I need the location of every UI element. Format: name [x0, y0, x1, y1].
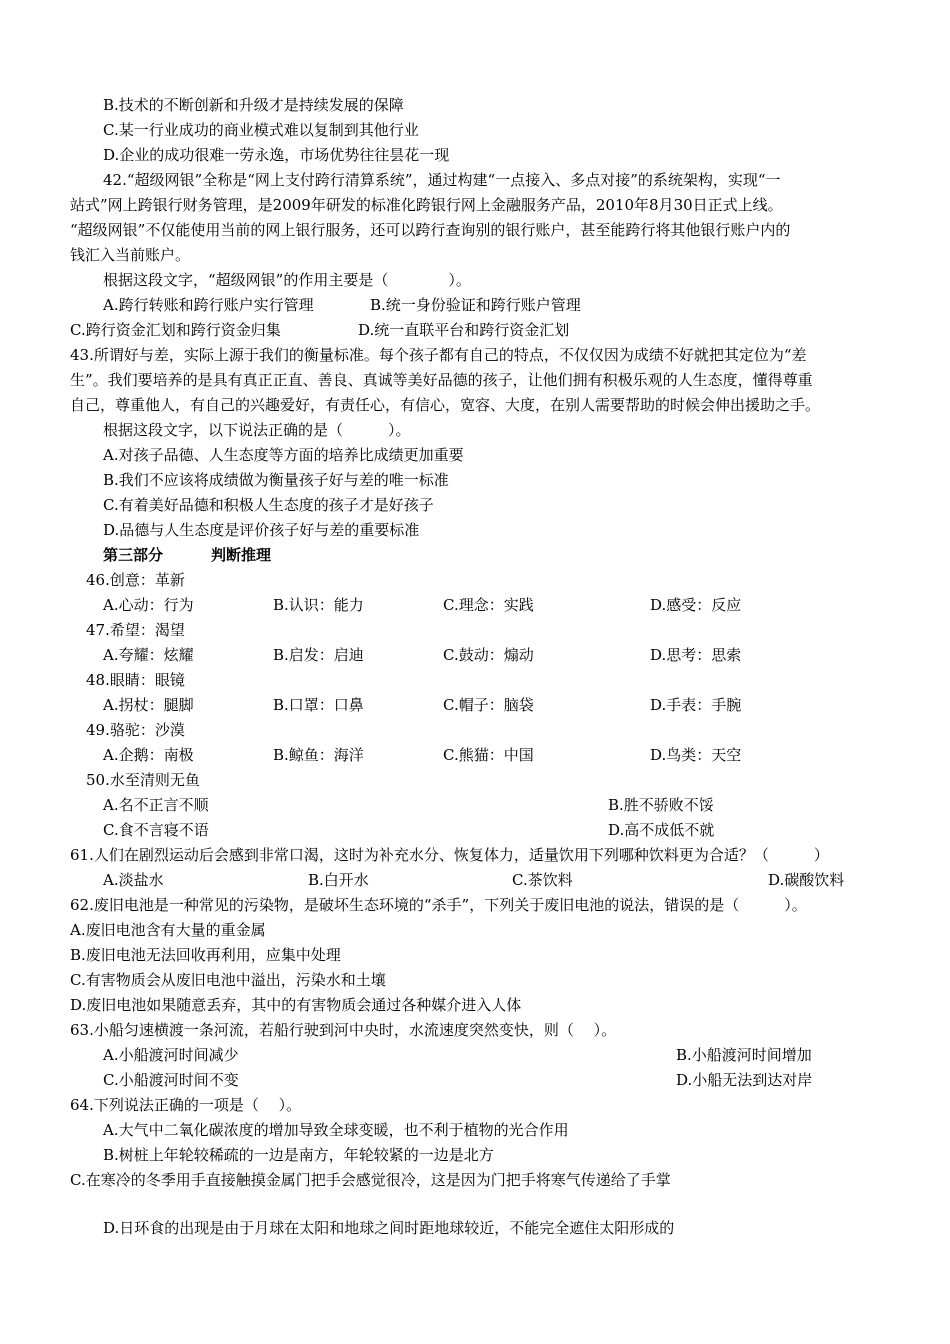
q43-option-c: C.有着美好品德和积极人生态度的孩子才是好孩子 — [103, 496, 434, 514]
q42-option-d: D.统一直联平台和跨行资金汇划 — [358, 321, 570, 339]
q46-option-b: B.认识：能力 — [273, 596, 364, 614]
q62-option-a: A.废旧电池含有大量的重金属 — [70, 921, 266, 939]
q48-stem: 48.眼睛：眼镜 — [86, 671, 185, 689]
q62-option-b: B.废旧电池无法回收再利用，应集中处理 — [70, 946, 341, 964]
q50-stem: 50.水至清则无鱼 — [86, 771, 200, 789]
q43-text-line: 43.所谓好与差，实际上源于我们的衡量标准。每个孩子都有自己的特点，不仅仅因为成绩不好就把其定位为“差 — [70, 346, 807, 364]
q48-option-c: C.帽子：脑袋 — [443, 696, 534, 714]
q43-option-b: B.我们不应该将成绩做为衡量孩子好与差的唯一标准 — [103, 471, 449, 489]
q43-text-line: 自己，尊重他人，有自己的兴趣爱好，有责任心，有信心，宽容、大度，在别人需要帮助的时候会伸出援助之手。 — [70, 396, 821, 414]
q62-option-c: C.有害物质会从废旧电池中溢出，污染水和土壤 — [70, 971, 386, 989]
q49-option-c: C.熊猫：中国 — [443, 746, 534, 764]
q42-option-b: B.统一身份验证和跨行账户管理 — [370, 296, 581, 314]
section-heading — [103, 543, 271, 568]
q63-option-a: A.小船渡河时间减少 — [103, 1046, 239, 1064]
q63-option-d: D.小船无法到达对岸 — [676, 1071, 813, 1089]
q50-option-c: C.食不言寝不语 — [103, 821, 209, 839]
q61-option-c: C.茶饮料 — [512, 871, 573, 889]
q47-option-c: C.鼓动：煽动 — [443, 646, 534, 664]
q43-option-a: A.对孩子品德、人生态度等方面的培养比成绩更加重要 — [103, 446, 464, 464]
q64-stem: 64.下列说法正确的一项是（ ）。 — [70, 1096, 302, 1114]
q42-text-line: 钱汇入当前账户。 — [70, 246, 191, 264]
q64-option-d: D.日环食的出现是由于月球在太阳和地球之间时距地球较近，不能完全遮住太阳形成的 — [103, 1219, 675, 1237]
q41-option-b: B.技术的不断创新和升级才是持续发展的保障 — [103, 96, 404, 114]
q62-stem: 62.废旧电池是一种常见的污染物，是破坏生态环境的“杀手”，下列关于废旧电池的说法，错误的是（ ）。 — [70, 896, 807, 914]
q50-option-b: B.胜不骄败不馁 — [608, 796, 714, 814]
q43-question: 根据这段文字，以下说法正确的是（ ）。 — [103, 421, 411, 439]
q50-option-a: A.名不正言不顺 — [103, 796, 209, 814]
q61-option-d: D.碳酸饮料 — [768, 871, 845, 889]
q61-option-b: B.白开水 — [308, 871, 369, 889]
q49-option-b: B.鲸鱼：海洋 — [273, 746, 364, 764]
q47-option-a: A.夸耀：炫耀 — [103, 646, 194, 664]
q42-text-line: 42.“超级网银”全称是“网上支付跨行清算系统”，通过构建“一点接入、多点对接”的系统架构，实现“一 — [103, 171, 781, 189]
q48-option-a: A.拐杖：腿脚 — [103, 696, 194, 714]
q46-option-a: A.心动：行为 — [103, 596, 194, 614]
q47-option-d: D.思考：思索 — [650, 646, 742, 664]
q49-stem: 49.骆驼：沙漠 — [86, 721, 185, 739]
q46-option-d: D.感受：反应 — [650, 596, 742, 614]
q47-option-b: B.启发：启迪 — [273, 646, 364, 664]
q48-option-d: D.手表：手腕 — [650, 696, 742, 714]
q63-option-c: C.小船渡河时间不变 — [103, 1071, 239, 1089]
q42-text-line: “超级网银”不仅能使用当前的网上银行服务，还可以跨行查询别的银行账户，甚至能跨行将其他银行账户内的 — [70, 221, 791, 239]
q43-text-line: 生”。我们要培养的是具有真正正直、善良、真诚等美好品德的孩子，让他们拥有积极乐观的人生态度，懂得尊重 — [70, 371, 813, 389]
q64-option-c: C.在寒冷的冬季用手直接触摸金属门把手会感觉很冷，这是因为门把手将寒气传递给了手掌 — [70, 1171, 671, 1189]
q47-stem: 47.希望：渴望 — [86, 621, 185, 639]
q61-stem: 61.人们在剧烈运动后会感到非常口渴，这时为补充水分、恢复体力，适量饮用下列哪种饮料更为合适？（ ） — [70, 846, 829, 864]
q64-option-b: B.树桩上年轮较稀疏的一边是南方，年轮较紧的一边是北方 — [103, 1146, 494, 1164]
q61-option-a: A.淡盐水 — [103, 871, 164, 889]
q42-option-c: C.跨行资金汇划和跨行资金归集 — [70, 321, 281, 339]
section-title: 判断推理 — [211, 546, 272, 564]
q48-option-b: B.口罩：口鼻 — [273, 696, 364, 714]
q49-option-a: A.企鹅：南极 — [103, 746, 194, 764]
q64-option-a: A.大气中二氧化碳浓度的增加导致全球变暖，也不利于植物的光合作用 — [103, 1121, 569, 1139]
q43-option-d: D.品德与人生态度是评价孩子好与差的重要标准 — [103, 521, 420, 539]
section-part: 第三部分 — [103, 546, 164, 564]
q49-option-d: D.鸟类：天空 — [650, 746, 742, 764]
q42-question: 根据这段文字，“超级网银”的作用主要是（ ）。 — [103, 271, 471, 289]
q46-stem: 46.创意：革新 — [86, 571, 185, 589]
q42-option-a: A.跨行转账和跨行账户实行管理 — [103, 296, 314, 314]
q41-option-d: D.企业的成功很难一劳永逸，市场优势往往昙花一现 — [103, 146, 450, 164]
q63-stem: 63.小船匀速横渡一条河流，若船行驶到河中央时，水流速度突然变快，则（ ）。 — [70, 1021, 617, 1039]
q63-option-b: B.小船渡河时间增加 — [676, 1046, 812, 1064]
q41-option-c: C.某一行业成功的商业模式难以复制到其他行业 — [103, 121, 419, 139]
q62-option-d: D.废旧电池如果随意丢弃，其中的有害物质会通过各种媒介进入人体 — [70, 996, 522, 1014]
q46-option-c: C.理念：实践 — [443, 596, 534, 614]
q50-option-d: D.高不成低不就 — [608, 821, 715, 839]
q42-text-line: 站式”网上跨银行财务管理，是2009年研发的标准化跨银行网上金融服务产品，2010年8月30日正式上线。 — [70, 196, 783, 214]
